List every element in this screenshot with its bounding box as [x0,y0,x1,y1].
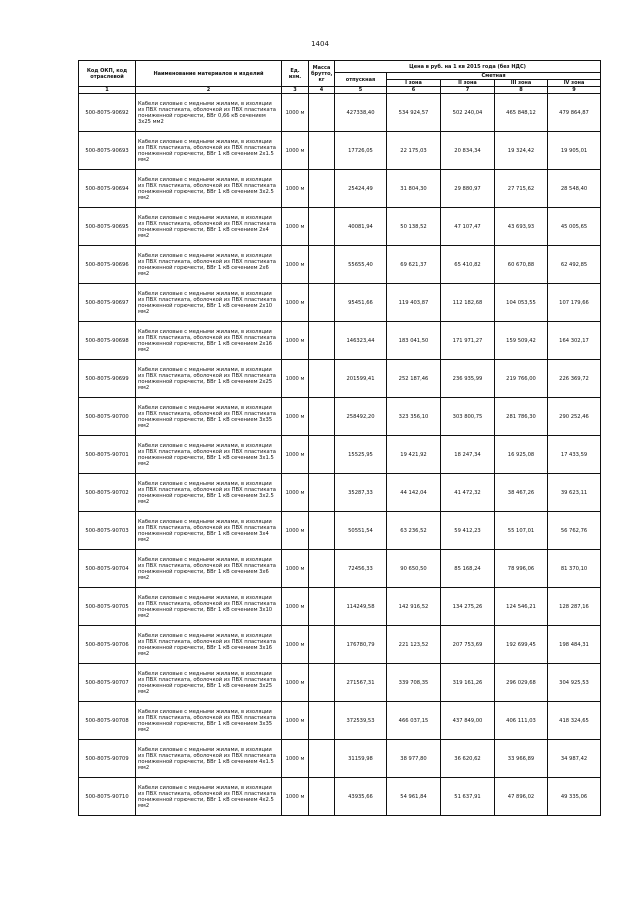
table-row [79,398,601,436]
item-zone-1-price: 183 041,50 [387,322,441,360]
item-zone-3-price: 38 467,26 [495,474,548,512]
column-number: 1 [79,87,136,94]
item-zone-2-price: 36 620,62 [441,740,495,778]
item-zone-2-price: 41 472,32 [441,474,495,512]
item-zone-3-price: 60 670,88 [495,246,548,284]
item-code: 500-8075-90708 [79,702,136,740]
item-zone-4-price: 62 492,85 [548,246,601,284]
table-row [79,740,601,778]
item-zone-3-price: 78 996,06 [495,550,548,588]
item-code: 500-8075-90699 [79,360,136,398]
item-zone-4-price: 19 905,01 [548,132,601,170]
item-code: 500-8075-90710 [79,778,136,816]
item-mass [309,588,335,626]
item-name: Кабели силовые с медными жилами, в изоляции из ПВХ пластиката, оболочкой из ПВХ пластиката пониженной горючести, ВВг 1 кВ сечением 3х35 мм2 [136,702,282,740]
item-mass [309,208,335,246]
header-name: Наименование материалов и изделий [136,61,282,87]
item-release-price: 95451,66 [335,284,387,322]
table-header [79,61,601,94]
item-zone-3-price: 27 715,62 [495,170,548,208]
item-zone-4-price: 56 762,76 [548,512,601,550]
item-zone-2-price: 65 410,82 [441,246,495,284]
item-zone-4-price: 164 302,17 [548,322,601,360]
item-name: Кабели силовые с медными жилами, в изоляции из ПВХ пластиката, оболочкой из ПВХ пластиката пониженной горючести, ВВг 1 кВ сечением 3х25 мм2 [136,664,282,702]
item-unit: 1000 м [282,588,309,626]
table-row [79,702,601,740]
item-release-price: 201599,41 [335,360,387,398]
table-row [79,436,601,474]
item-name: Кабели силовые с медными жилами, в изоляции из ПВХ пластиката, оболочкой из ПВХ пластиката пониженной горючести, ВВг 1 кВ сечением 3х2.5 мм2 [136,170,282,208]
table-row [79,778,601,816]
item-zone-3-price: 296 029,68 [495,664,548,702]
item-unit: 1000 м [282,360,309,398]
item-unit: 1000 м [282,208,309,246]
header-zone-3: III зона [495,80,548,87]
item-name: Кабели силовые с медными жилами, в изоляции из ПВХ пластиката, оболочкой из ПВХ пластиката пониженной горючести, ВВг 1 кВ сечением 2х6 мм2 [136,246,282,284]
item-release-price: 176780,79 [335,626,387,664]
item-zone-4-price: 81 370,10 [548,550,601,588]
item-zone-1-price: 54 961,84 [387,778,441,816]
item-zone-2-price: 18 247,34 [441,436,495,474]
item-zone-2-price: 29 880,97 [441,170,495,208]
item-zone-4-price: 49 335,06 [548,778,601,816]
item-zone-3-price: 159 509,42 [495,322,548,360]
item-mass [309,322,335,360]
item-zone-3-price: 104 053,55 [495,284,548,322]
item-unit: 1000 м [282,246,309,284]
table-row [79,284,601,322]
item-zone-1-price: 466 037,15 [387,702,441,740]
table-row [79,474,601,512]
header-price-title: Цена в руб. на 1 кв 2015 года (без НДС) [335,61,601,73]
item-zone-2-price: 502 240,04 [441,94,495,132]
item-release-price: 55655,40 [335,246,387,284]
column-number: 5 [335,87,387,94]
item-zone-3-price: 219 766,00 [495,360,548,398]
table-row [79,94,601,132]
item-zone-2-price: 134 275,26 [441,588,495,626]
column-number: 8 [495,87,548,94]
column-number: 2 [136,87,282,94]
item-release-price: 146323,44 [335,322,387,360]
item-unit: 1000 м [282,94,309,132]
item-zone-2-price: 319 161,26 [441,664,495,702]
item-zone-2-price: 47 107,47 [441,208,495,246]
table-row [79,322,601,360]
item-zone-4-price: 39 623,11 [548,474,601,512]
column-numbers-row [79,87,601,94]
item-zone-1-price: 50 138,52 [387,208,441,246]
item-unit: 1000 м [282,436,309,474]
item-release-price: 114249,58 [335,588,387,626]
item-zone-4-price: 226 369,72 [548,360,601,398]
item-zone-2-price: 236 935,99 [441,360,495,398]
table-row [79,246,601,284]
item-zone-2-price: 437 849,00 [441,702,495,740]
item-unit: 1000 м [282,550,309,588]
item-zone-3-price: 124 546,21 [495,588,548,626]
item-zone-4-price: 479 864,87 [548,94,601,132]
item-unit: 1000 м [282,626,309,664]
item-release-price: 17726,05 [335,132,387,170]
item-release-price: 72456,33 [335,550,387,588]
item-name: Кабели силовые с медными жилами, в изоляции из ПВХ пластиката, оболочкой из ПВХ пластиката пониженной горючести, ВВг 1 кВ сечением 2х16 мм2 [136,322,282,360]
item-zone-2-price: 207 753,69 [441,626,495,664]
item-release-price: 50551,54 [335,512,387,550]
header-code: Код ОКП, код отраслевой [79,61,136,87]
table-body [79,94,601,816]
header-unit: Ед. изм. [282,61,309,87]
item-release-price: 427338,40 [335,94,387,132]
item-zone-1-price: 44 142,04 [387,474,441,512]
item-zone-1-price: 19 421,92 [387,436,441,474]
item-zone-1-price: 69 621,37 [387,246,441,284]
item-zone-4-price: 28 548,40 [548,170,601,208]
item-zone-2-price: 85 168,24 [441,550,495,588]
item-unit: 1000 м [282,132,309,170]
item-name: Кабели силовые с медными жилами, в изоляции из ПВХ пластиката, оболочкой из ПВХ пластиката пониженной горючести, ВВг 1 кВ сечением 3х1.5 мм2 [136,436,282,474]
item-zone-3-price: 55 107,01 [495,512,548,550]
item-zone-4-price: 290 252,46 [548,398,601,436]
item-zone-1-price: 339 708,35 [387,664,441,702]
item-mass [309,550,335,588]
item-release-price: 35287,33 [335,474,387,512]
item-code: 500-8075-90702 [79,474,136,512]
item-mass [309,740,335,778]
table-row [79,132,601,170]
item-code: 500-8075-90694 [79,170,136,208]
item-zone-1-price: 221 123,52 [387,626,441,664]
table-row [79,550,601,588]
item-unit: 1000 м [282,398,309,436]
item-mass [309,398,335,436]
page-number: 1404 [311,40,329,48]
item-zone-4-price: 107 179,66 [548,284,601,322]
header-zone-1: I зона [387,80,441,87]
item-mass [309,778,335,816]
item-zone-2-price: 303 800,75 [441,398,495,436]
item-code: 500-8075-90703 [79,512,136,550]
item-unit: 1000 м [282,778,309,816]
item-mass [309,626,335,664]
item-name: Кабели силовые с медными жилами, в изоляции из ПВХ пластиката, оболочкой из ПВХ пластиката пониженной горючести, ВВг 1 кВ сечением 3х6 мм2 [136,550,282,588]
item-name: Кабели силовые с медными жилами, в изоляции из ПВХ пластиката, оболочкой из ПВХ пластиката пониженной горючести, ВВг 1 кВ сечением 2х1.5 мм2 [136,132,282,170]
item-name: Кабели силовые с медными жилами, в изоляции из ПВХ пластиката, оболочкой из ПВХ пластиката пониженной горючести, ВВг 1 кВ сечением 2х25 мм2 [136,360,282,398]
item-code: 500-8075-90695 [79,208,136,246]
item-zone-2-price: 171 971,27 [441,322,495,360]
item-name: Кабели силовые с медными жилами, в изоляции из ПВХ пластиката, оболочкой из ПВХ пластиката пониженной горючести, ВВг 1 кВ сечением 2х4 мм2 [136,208,282,246]
item-code: 500-8075-90706 [79,626,136,664]
item-code: 500-8075-90709 [79,740,136,778]
item-code: 500-8075-90697 [79,284,136,322]
item-zone-1-price: 119 403,87 [387,284,441,322]
item-zone-2-price: 51 637,91 [441,778,495,816]
item-mass [309,436,335,474]
item-name: Кабели силовые с медными жилами, в изоляции из ПВХ пластиката, оболочкой из ПВХ пластиката пониженной горючести, ВВг 1 кВ сечением 2х10 мм2 [136,284,282,322]
column-number: 3 [282,87,309,94]
item-name: Кабели силовые с медными жилами, в изоляции из ПВХ пластиката, оболочкой из ПВХ пластиката пониженной горючести, ВВг 1 кВ сечением 3х35 мм2 [136,398,282,436]
column-number: 9 [548,87,601,94]
item-zone-4-price: 198 484,31 [548,626,601,664]
item-zone-1-price: 38 977,80 [387,740,441,778]
item-zone-2-price: 20 834,34 [441,132,495,170]
item-zone-4-price: 304 925,53 [548,664,601,702]
item-zone-4-price: 17 433,59 [548,436,601,474]
item-zone-1-price: 31 804,30 [387,170,441,208]
item-zone-4-price: 34 987,42 [548,740,601,778]
header-zone-2: II зона [441,80,495,87]
item-zone-1-price: 323 356,10 [387,398,441,436]
item-name: Кабели силовые с медными жилами, в изоляции из ПВХ пластиката, оболочкой из ПВХ пластиката пониженной горючести, ВВг 1 кВ сечением 3х4 мм2 [136,512,282,550]
item-zone-3-price: 19 324,42 [495,132,548,170]
item-zone-1-price: 22 175,03 [387,132,441,170]
item-unit: 1000 м [282,284,309,322]
item-zone-3-price: 406 111,03 [495,702,548,740]
item-zone-1-price: 252 187,46 [387,360,441,398]
item-zone-3-price: 43 693,93 [495,208,548,246]
table-row [79,170,601,208]
item-zone-1-price: 90 650,50 [387,550,441,588]
item-release-price: 31159,98 [335,740,387,778]
item-zone-1-price: 63 236,52 [387,512,441,550]
item-unit: 1000 м [282,170,309,208]
item-unit: 1000 м [282,512,309,550]
item-zone-3-price: 281 786,30 [495,398,548,436]
item-mass [309,664,335,702]
table-row [79,626,601,664]
item-code: 500-8075-90693 [79,132,136,170]
item-zone-4-price: 418 324,65 [548,702,601,740]
item-mass [309,360,335,398]
header-mass: Масса брутто, кг [309,61,335,87]
item-zone-4-price: 45 005,65 [548,208,601,246]
table-row [79,208,601,246]
table-row [79,512,601,550]
item-code: 500-8075-90696 [79,246,136,284]
item-code: 500-8075-90701 [79,436,136,474]
table-row [79,664,601,702]
item-zone-1-price: 142 916,52 [387,588,441,626]
item-release-price: 372539,53 [335,702,387,740]
item-zone-3-price: 465 848,12 [495,94,548,132]
item-unit: 1000 м [282,702,309,740]
item-name: Кабели силовые с медными жилами, в изоляции из ПВХ пластиката, оболочкой из ПВХ пластиката пониженной горючести, ВВг 1 кВ сечением 3х16 мм2 [136,626,282,664]
item-release-price: 43935,66 [335,778,387,816]
column-number: 6 [387,87,441,94]
price-table [78,60,601,816]
item-release-price: 258492,20 [335,398,387,436]
item-name: Кабели силовые с медными жилами, в изоляции из ПВХ пластиката, оболочкой из ПВХ пластиката пониженной горючести, ВВг 0,66 кВ сечением 3х25 мм2 [136,94,282,132]
item-name: Кабели силовые с медными жилами, в изоляции из ПВХ пластиката, оболочкой из ПВХ пластиката пониженной горючести, ВВг 1 кВ сечением 4х2.5 мм2 [136,778,282,816]
item-name: Кабели силовые с медными жилами, в изоляции из ПВХ пластиката, оболочкой из ПВХ пластиката пониженной горючести, ВВг 1 кВ сечением 3х10 мм2 [136,588,282,626]
item-unit: 1000 м [282,322,309,360]
table-row [79,360,601,398]
table-row [79,588,601,626]
item-code: 500-8075-90692 [79,94,136,132]
item-zone-4-price: 128 287,16 [548,588,601,626]
item-mass [309,284,335,322]
item-release-price: 15525,95 [335,436,387,474]
item-unit: 1000 м [282,740,309,778]
item-mass [309,702,335,740]
item-release-price: 271567,31 [335,664,387,702]
item-code: 500-8075-90707 [79,664,136,702]
item-mass [309,512,335,550]
item-unit: 1000 м [282,474,309,512]
item-zone-3-price: 47 896,02 [495,778,548,816]
item-name: Кабели силовые с медными жилами, в изоляции из ПВХ пластиката, оболочкой из ПВХ пластиката пониженной горючести, ВВг 1 кВ сечением 4х1.5 мм2 [136,740,282,778]
item-mass [309,474,335,512]
column-number: 7 [441,87,495,94]
header-estimate-price: Сметная [387,73,601,80]
item-zone-1-price: 534 924,57 [387,94,441,132]
item-release-price: 25424,49 [335,170,387,208]
item-mass [309,246,335,284]
column-number: 4 [309,87,335,94]
item-code: 500-8075-90700 [79,398,136,436]
item-zone-2-price: 112 182,68 [441,284,495,322]
item-release-price: 40081,94 [335,208,387,246]
header-zone-4: IV зона [548,80,601,87]
header-release-price: отпускная [335,73,387,87]
item-mass [309,132,335,170]
item-zone-2-price: 59 412,23 [441,512,495,550]
item-mass [309,170,335,208]
item-code: 500-8075-90705 [79,588,136,626]
item-zone-3-price: 33 966,89 [495,740,548,778]
item-mass [309,94,335,132]
item-code: 500-8075-90698 [79,322,136,360]
item-zone-3-price: 192 699,45 [495,626,548,664]
item-name: Кабели силовые с медными жилами, в изоляции из ПВХ пластиката, оболочкой из ПВХ пластиката пониженной горючести, ВВг 1 кВ сечением 3х2.5 мм2 [136,474,282,512]
item-code: 500-8075-90704 [79,550,136,588]
item-unit: 1000 м [282,664,309,702]
item-zone-3-price: 16 925,08 [495,436,548,474]
